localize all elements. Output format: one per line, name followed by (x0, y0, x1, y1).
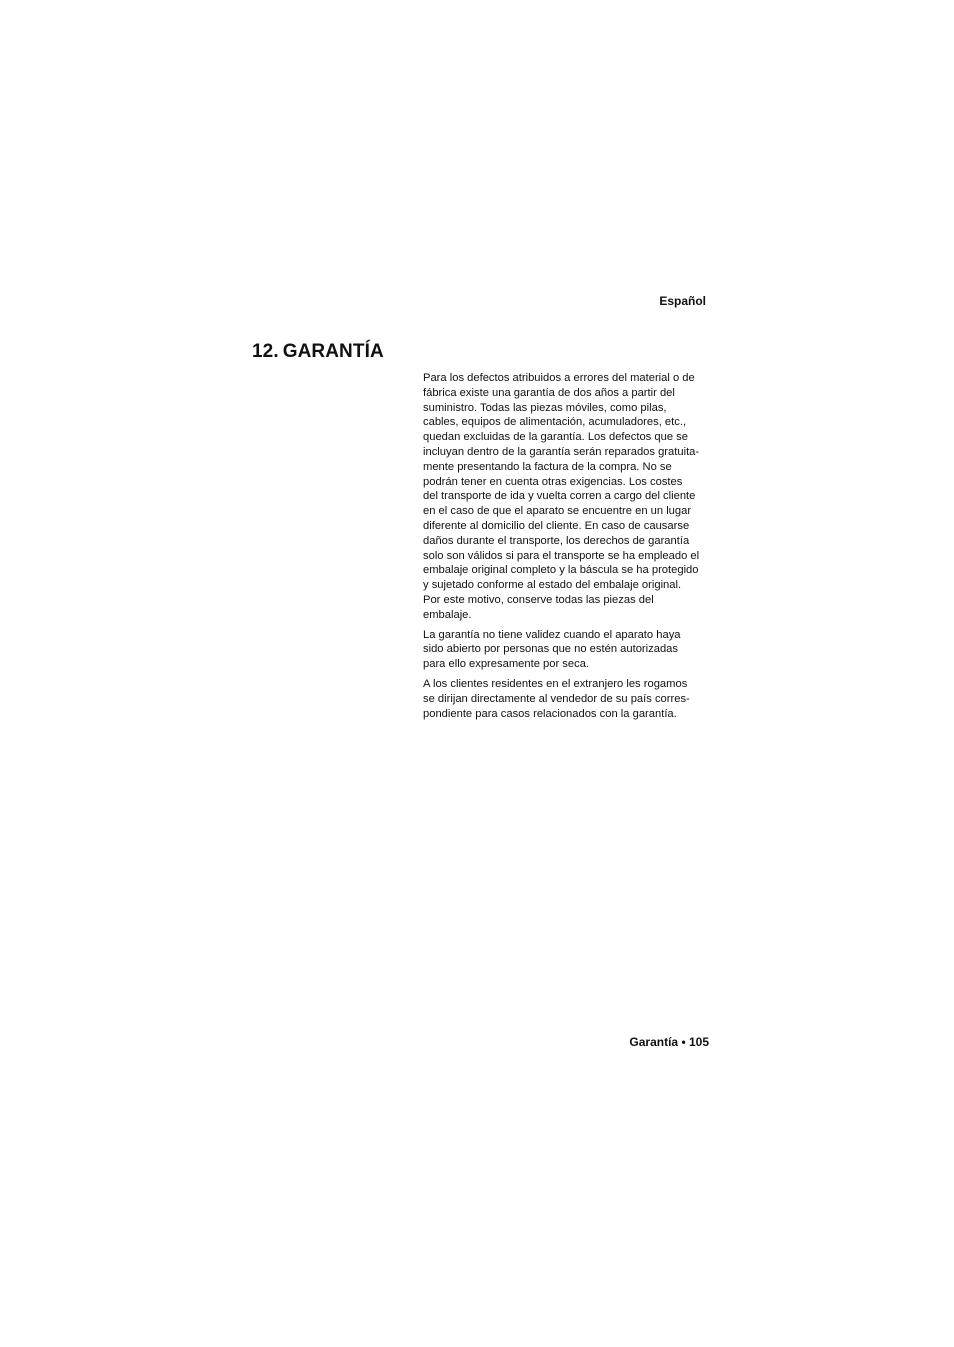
text-line: se dirijan directamente al vendedor de su país corres- (423, 692, 690, 705)
page-footer: Garantía • 105 (629, 1035, 709, 1049)
text-line: cables, equipos de alimentación, acumuladores, etc., (423, 416, 687, 429)
section-number: 12. (252, 341, 279, 362)
text-line: suministro. Todas las piezas móviles, como pilas, (423, 401, 667, 414)
section-title-text: GARANTÍA (282, 341, 384, 362)
text-line: Para los defectos atribuidos a errores del material o de (423, 372, 695, 384)
text-line: Por este motivo, conserve todas las piezas del (423, 593, 654, 606)
text-line: podrán tener en cuenta otras exigencias. Los costes (423, 475, 683, 488)
text-line: La garantía no tiene validez cuando el aparato haya (423, 628, 681, 641)
text-line: quedan excluidas de la garantía. Los defectos que se (423, 431, 688, 444)
text-line: pondiente para casos relacionados con la garantía. (423, 707, 677, 720)
text-line: solo son válidos si para el transporte se ha empleado el (423, 549, 700, 562)
text-line: A los clientes residentes en el extranjero les rogamos (423, 677, 688, 690)
paragraph-foreign-clients (423, 677, 713, 721)
paragraph-warranty-terms (423, 371, 713, 623)
paragraph-validity (423, 628, 713, 672)
text-line: embalaje. (423, 608, 472, 621)
text-line: embalaje original completo y la báscula se ha protegido (423, 564, 699, 577)
warranty-text (423, 371, 713, 726)
text-line: sido abierto por personas que no estén autorizadas (423, 643, 678, 656)
text-line: diferente al domicilio del cliente. En caso de causarse (423, 519, 690, 532)
text-line: en el caso de que el aparato se encuentre en un lugar (423, 505, 692, 518)
text-line: fábrica existe una garantía de dos años a partir del (423, 386, 675, 399)
text-line: daños durante el transporte, los derechos de garantía (423, 534, 690, 547)
text-line: y sujetado conforme al estado del embalaje original. (423, 579, 682, 592)
text-line: mente presentando la factura de la compra. No se (423, 460, 672, 473)
text-line: del transporte de ida y vuelta corren a cargo del cliente (423, 490, 696, 503)
text-line: incluyan dentro de la garantía serán reparados gratuita- (423, 445, 700, 458)
section-title (252, 340, 384, 364)
language-label: Español (659, 294, 706, 308)
text-line: para ello expresamente por seca. (423, 658, 590, 671)
